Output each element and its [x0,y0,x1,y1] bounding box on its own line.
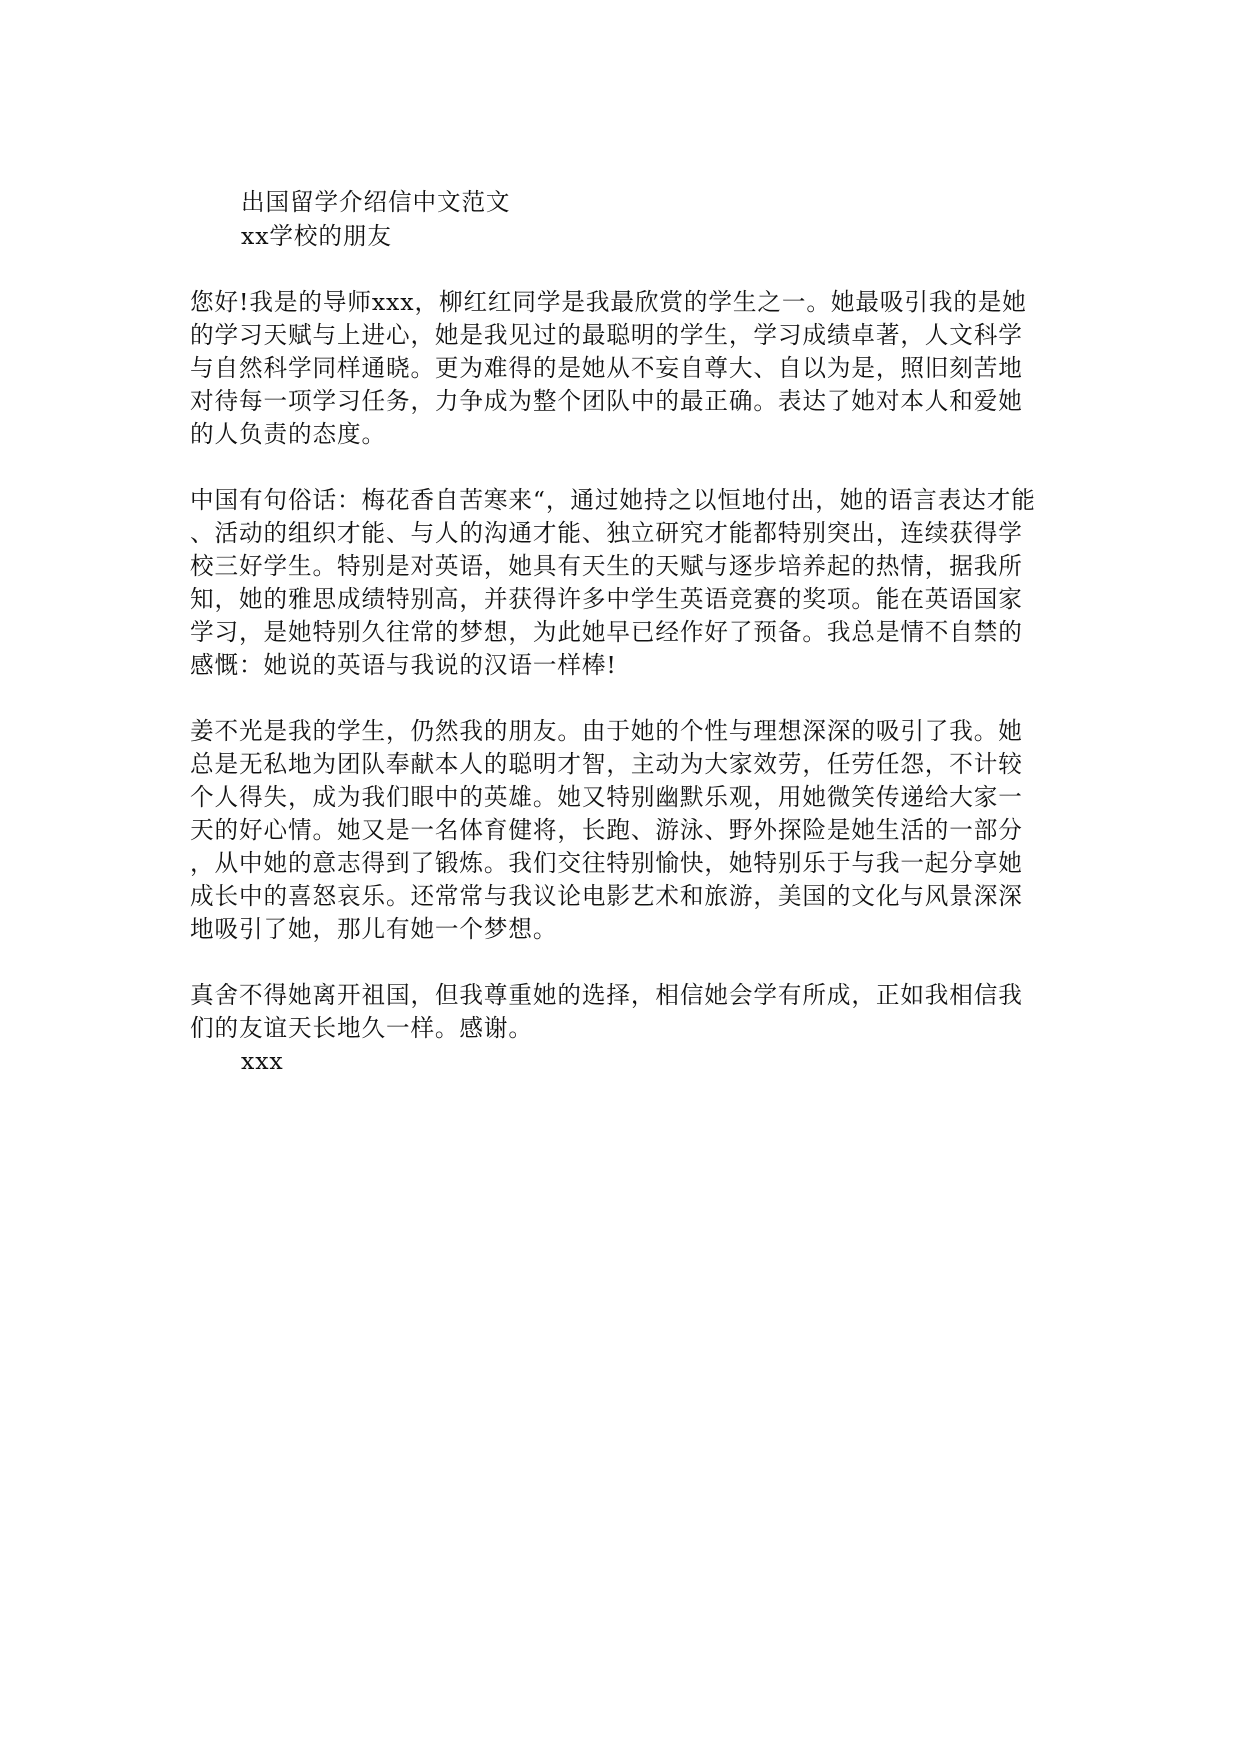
paragraph-line: 们的友谊天长地久一样。感谢。 [190,1014,533,1042]
paragraph-line: 您好!我是的导师xxx，柳红红同学是我最欣赏的学生之一。她最吸引我的是她 [190,288,1027,316]
paragraph-line: 中国有句俗话：梅花香自苦寒来“，通过她持之以恒地付出，她的语言表达才能 [190,486,1036,514]
paragraph-line: 对待每一项学习任务，力争成为整个团队中的最正确。表达了她对本人和爱她 [190,387,1023,415]
paragraph-line: 知，她的雅思成绩特别高，并获得许多中学生英语竞赛的奖项。能在英语国家 [190,585,1023,613]
paragraph-line: 个人得失，成为我们眼中的英雄。她又特别幽默乐观，用她微笑传递给大家一 [190,783,1023,811]
paragraph-line: 的人负责的态度。 [190,420,386,448]
document-title: 出国留学介绍信中文范文 [241,188,511,216]
paragraph-line: 成长中的喜怒哀乐。还常常与我议论电影艺术和旅游，美国的文化与风景深深 [190,882,1023,910]
paragraph-line: 的学习天赋与上进心，她是我见过的最聪明的学生，学习成绩卓著，人文科学 [190,321,1023,349]
paragraph-line: 、活动的组织才能、与人的沟通才能、独立研究才能都特别突出，连续获得学 [190,519,1023,547]
salutation: xx学校的朋友 [241,222,392,250]
paragraph-line: ，从中她的意志得到了锻炼。我们交往特别愉快，她特别乐于与我一起分享她 [190,849,1023,877]
signature: xxx [241,1047,284,1075]
paragraph-line: 地吸引了她，那儿有她一个梦想。 [190,915,558,943]
paragraph-line: 天的好心情。她又是一名体育健将，长跑、游泳、野外探险是她生活的一部分 [190,816,1023,844]
paragraph-line: 学习，是她特别久往常的梦想，为此她早已经作好了预备。我总是情不自禁的 [190,618,1023,646]
paragraph-line: 感慨：她说的英语与我说的汉语一样棒! [190,651,617,679]
paragraph-line: 姜不光是我的学生，仍然我的朋友。由于她的个性与理想深深的吸引了我。她 [190,717,1023,745]
paragraph-line: 校三好学生。特别是对英语，她具有天生的天赋与逐步培养起的热情，据我所 [190,552,1023,580]
paragraph-line: 真舍不得她离开祖国，但我尊重她的选择，相信她会学有所成，正如我相信我 [190,981,1023,1009]
paragraph-line: 总是无私地为团队奉献本人的聪明才智，主动为大家效劳，任劳任怨，不计较 [190,750,1023,778]
paragraph-line: 与自然科学同样通晓。更为难得的是她从不妄自尊大、自以为是，照旧刻苦地 [190,354,1023,382]
